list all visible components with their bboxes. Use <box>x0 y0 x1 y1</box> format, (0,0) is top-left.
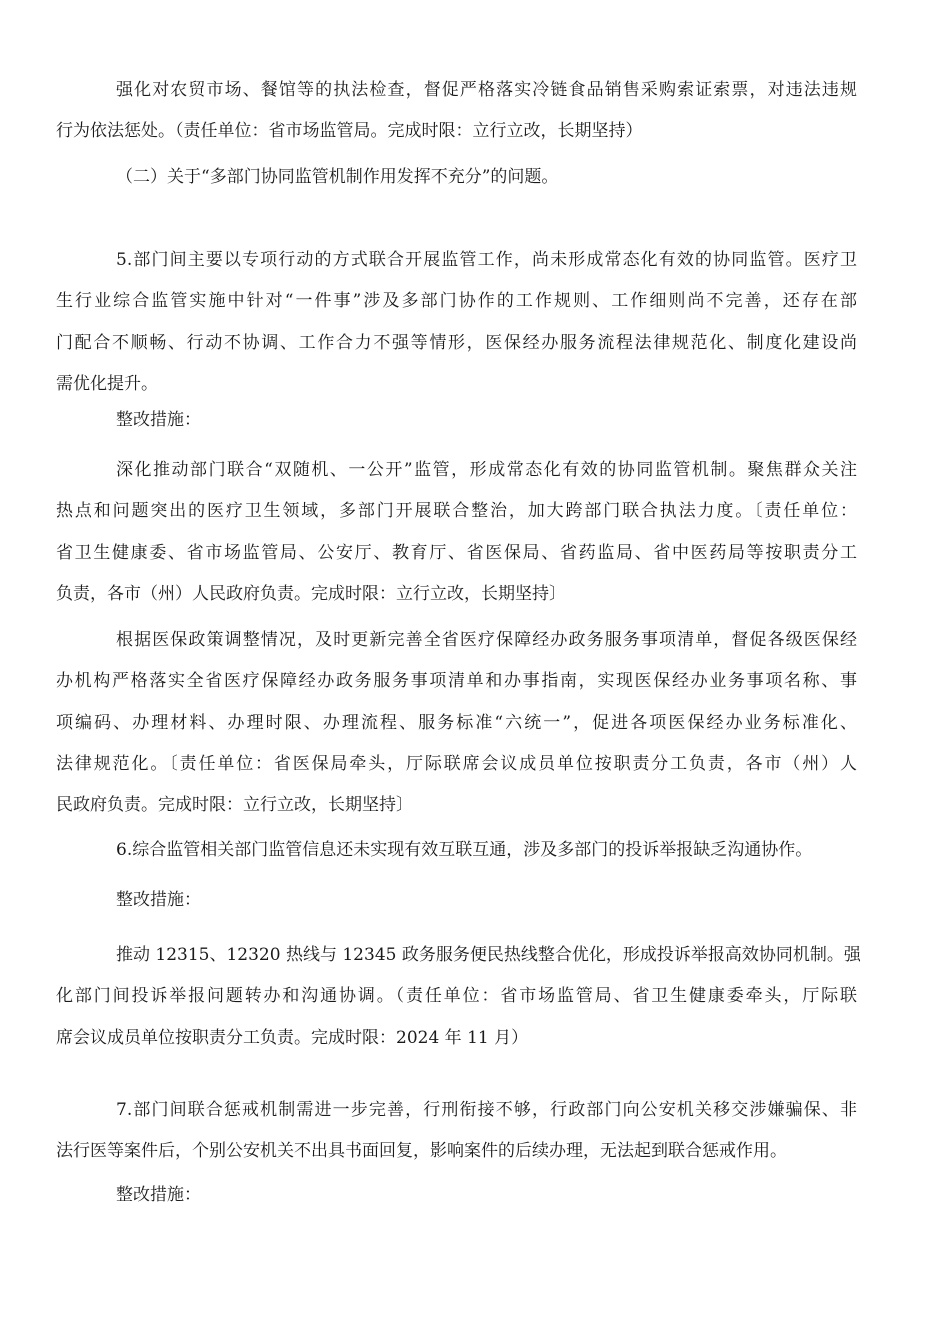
text-line: 行为依法惩处。（责任单位：省市场监管局。完成时限：立行立改，长期坚持） <box>56 121 643 142</box>
text-line: 化部门间投诉举报问题转办和沟通协调。（责任单位：省市场监管局、省卫生健康委牵头，厅际联 <box>56 986 857 1007</box>
text-line: 法行医等案件后，个别公安机关不出具书面回复，影响案件的后续办理，无法起到联合惩戒作用。 <box>56 1141 787 1162</box>
text-line: 推动 12315、12320 热线与 12345 政务服务便民热线整合优化，形成投诉举报高效协同机制。强 <box>116 945 861 965</box>
text-line: 省卫生健康委、省市场监管局、公安厅、教育厅、省医保局、省药监局、省中医药局等按职责分工 <box>56 542 857 563</box>
text-line: 需优化提升。 <box>56 373 158 394</box>
text-line: 整改措施： <box>116 890 201 910</box>
text-line: 席会议成员单位按职责分工负责。完成时限：2024 年 11 月） <box>56 1027 529 1048</box>
text-line: 负责，各市（州）人民政府负责。完成时限：立行立改，长期坚持〕 <box>56 583 566 604</box>
text-line: 6.综合监管相关部门监管信息还未实现有效互联互通，涉及多部门的投诉举报缺乏沟通协作。 <box>116 840 813 860</box>
text-line: 根据医保政策调整情况，及时更新完善全省医疗保障经办政务服务事项清单，督促各级医保经 <box>116 630 857 650</box>
text-line: （二）关于“多部门协同监管机制作用发挥不充分”的问题。 <box>116 167 559 187</box>
text-line: 整改措施： <box>116 1185 201 1205</box>
text-line: 门配合不顺畅、行动不协调、工作合力不强等情形，医保经办服务流程法律规范化、制度化建设尚 <box>56 332 857 353</box>
text-line: 深化推动部门联合“双随机、一公开”监管，形成常态化有效的协同监管机制。聚焦群众关注 <box>116 460 857 480</box>
text-line: 热点和问题突出的医疗卫生领域，多部门开展联合整治，加大跨部门联合执法力度。〔责任单位： <box>56 501 857 522</box>
text-line: 整改措施： <box>116 410 201 430</box>
text-line: 办机构严格落实全省医疗保障经办政务服务事项清单和办事指南，实现医保经办业务事项名称、事 <box>56 671 857 692</box>
text-line: 法律规范化。〔责任单位：省医保局牵头，厅际联席会议成员单位按职责分工负责，各市（州）人 <box>56 753 857 774</box>
text-line: 民政府负责。完成时限：立行立改，长期坚持〕 <box>56 795 413 816</box>
text-line: 生行业综合监管实施中针对“一件事”涉及多部门协作的工作规则、工作细则尚不完善，还存在部 <box>56 291 857 312</box>
text-line: 7.部门间联合惩戒机制需进一步完善，行刑衔接不够，行政部门向公安机关移交涉嫌骗保、非 <box>116 1100 857 1120</box>
text-line: 5.部门间主要以专项行动的方式联合开展监管工作，尚未形成常态化有效的协同监管。医疗卫 <box>116 250 857 270</box>
text-line: 强化对农贸市场、餐馆等的执法检查，督促严格落实冷链食品销售采购索证索票，对违法违规 <box>116 80 857 100</box>
text-line: 项编码、办理材料、办理时限、办理流程、服务标准“六统一”，促进各项医保经办业务标准化、 <box>56 712 857 733</box>
